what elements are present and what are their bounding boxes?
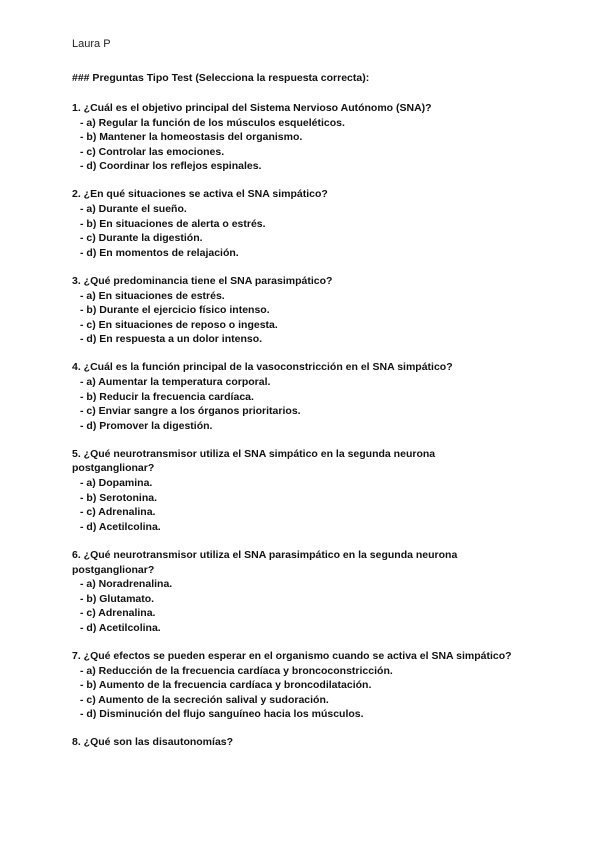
question-3 bbox=[72, 274, 512, 347]
answer-option: - b) En situaciones de alerta o estrés. bbox=[72, 217, 512, 232]
question-2 bbox=[72, 187, 512, 260]
question-text: 5. ¿Qué neurotransmisor utiliza el SNA simpático en la segunda neurona postganglionar? bbox=[72, 447, 436, 475]
question-list bbox=[72, 101, 512, 764]
answer-option: - a) Durante el sueño. bbox=[72, 202, 512, 217]
answer-option: - a) Reducción de la frecuencia cardíaca y broncoconstricción. bbox=[72, 664, 512, 679]
answer-option: - b) Glutamato. bbox=[72, 592, 512, 607]
question-text: 1. ¿Cuál es el objetivo principal del Sistema Nervioso Autónomo (SNA)? bbox=[72, 102, 432, 114]
question-text: 7. ¿Qué efectos se pueden esperar en el organismo cuando se activa el SNA simpático? bbox=[72, 650, 512, 662]
answer-option: - d) Acetilcolina. bbox=[72, 520, 512, 535]
question-7 bbox=[72, 649, 512, 722]
answer-option: - a) Aumentar la temperatura corporal. bbox=[72, 375, 512, 390]
question-text: 2. ¿En qué situaciones se activa el SNA simpático? bbox=[72, 188, 328, 201]
answer-options bbox=[72, 476, 512, 534]
answer-option: - d) Acetilcolina. bbox=[72, 621, 512, 636]
answer-option: - d) Promover la digestión. bbox=[72, 419, 512, 434]
answer-option: - a) Regular la función de los músculos esqueléticos. bbox=[72, 116, 512, 131]
answer-option: - b) Mantener la homeostasis del organismo. bbox=[72, 130, 512, 145]
answer-option: - b) Reducir la frecuencia cardíaca. bbox=[72, 390, 512, 405]
answer-option: - c) Durante la digestión. bbox=[72, 231, 512, 246]
question-text: 3. ¿Qué predominancia tiene el SNA parasimpático? bbox=[72, 274, 333, 287]
question-text: 4. ¿Cuál es la función principal de la vasoconstricción en el SNA simpático? bbox=[72, 361, 453, 374]
answer-option: - c) Aumento de la secreción salival y sudoración. bbox=[72, 693, 512, 708]
question-6 bbox=[72, 548, 512, 636]
question-5 bbox=[72, 447, 512, 535]
answer-option: - d) Disminución del flujo sanguíneo hacia los músculos. bbox=[72, 707, 512, 722]
question-1 bbox=[72, 101, 512, 174]
answer-option: - a) En situaciones de estrés. bbox=[72, 289, 512, 304]
question-text: 6. ¿Qué neurotransmisor utiliza el SNA parasimpático en la segunda neurona postganglionar? bbox=[72, 548, 458, 576]
question-8 bbox=[72, 735, 512, 750]
answer-option: - b) Aumento de la frecuencia cardíaca y broncodilatación. bbox=[72, 678, 512, 693]
answer-option: - a) Noradrenalina. bbox=[72, 577, 512, 592]
answer-options bbox=[72, 664, 512, 722]
section-heading: ### Preguntas Tipo Test (Selecciona la respuesta correcta): bbox=[72, 72, 370, 84]
answer-option: - a) Dopamina. bbox=[72, 476, 512, 491]
author-name: Laura P bbox=[72, 38, 111, 50]
answer-option: - c) Enviar sangre a los órganos prioritarios. bbox=[72, 404, 512, 419]
answer-option: - d) En momentos de relajación. bbox=[72, 246, 512, 261]
answer-option: - c) En situaciones de reposo o ingesta. bbox=[72, 318, 512, 333]
answer-option: - b) Serotonina. bbox=[72, 491, 512, 506]
answer-option: - d) Coordinar los reflejos espinales. bbox=[72, 159, 512, 174]
answer-options bbox=[72, 116, 512, 174]
answer-options bbox=[72, 375, 512, 433]
answer-options bbox=[72, 202, 512, 260]
question-text: 8. ¿Qué son las disautonomías? bbox=[72, 736, 234, 749]
question-4 bbox=[72, 360, 512, 433]
answer-options bbox=[72, 289, 512, 347]
answer-options bbox=[72, 577, 512, 635]
answer-option: - c) Adrenalina. bbox=[72, 606, 512, 621]
answer-option: - d) En respuesta a un dolor intenso. bbox=[72, 332, 512, 347]
answer-option: - b) Durante el ejercicio físico intenso. bbox=[72, 303, 512, 318]
answer-option: - c) Adrenalina. bbox=[72, 505, 512, 520]
answer-option: - c) Controlar las emociones. bbox=[72, 145, 512, 160]
